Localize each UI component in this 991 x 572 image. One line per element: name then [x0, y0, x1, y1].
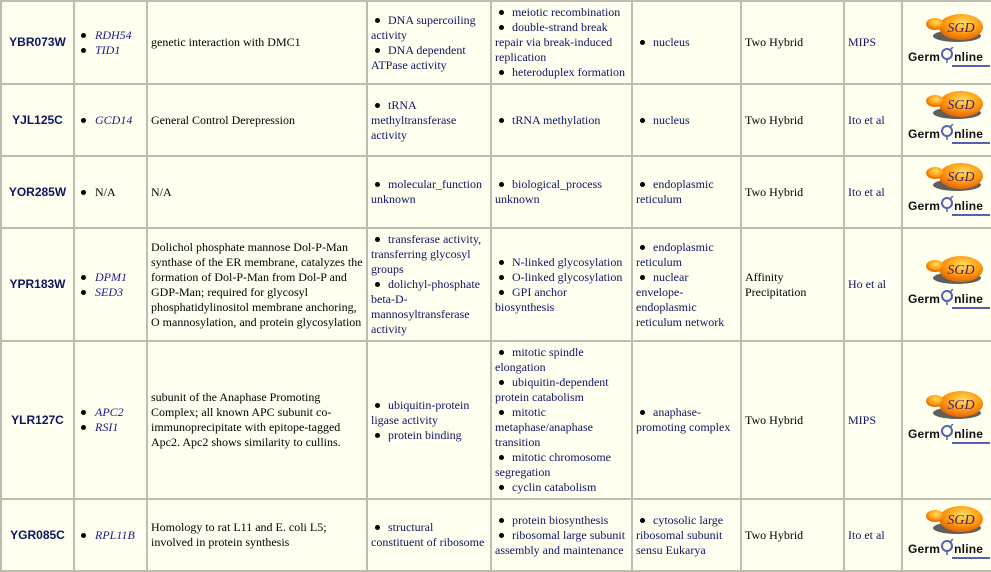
- biological-process-cell: [491, 341, 632, 499]
- experiment-type-cell: Two Hybrid: [741, 1, 844, 84]
- germonline-o-symbol-icon: [940, 127, 954, 139]
- molecular-function-cell: [367, 156, 491, 228]
- biological-process-cell: [491, 499, 632, 571]
- germonline-suffix: nline: [954, 127, 984, 141]
- germonline-o-symbol-icon: [940, 199, 954, 211]
- germonline-o-symbol-icon: [940, 50, 954, 62]
- source-cell: [844, 84, 902, 156]
- cellular-component-cell: [632, 84, 741, 156]
- description-cell: Dolichol phosphate mannose Dol-P-Man synthase of the ER membrane, catalyzes the formation of Dol-P-Man from Dol-P and GDP-Man; required for glycosyl phosphatidylinositol membrane anchoring, O mannosylation, and protein glycosylation: [147, 228, 367, 341]
- germonline-underline: [952, 442, 990, 444]
- molecular-function-term[interactable]: dolichyl-phosphate beta-D-mannosyltransferase activity: [371, 277, 487, 337]
- sgd-germonline-link[interactable]: [906, 159, 991, 221]
- description-cell: subunit of the Anaphase Promoting Complex; all known APC subunit co-immunoprecipitate with epitope-tagged Apc2. Apc2 shows similarity to cullins.: [147, 341, 367, 499]
- logo-cell: [902, 1, 991, 84]
- molecular-function-term[interactable]: structural constituent of ribosome: [371, 520, 487, 550]
- sgd-germonline-link[interactable]: [906, 87, 991, 149]
- gene-name-link[interactable]: DPM1: [78, 270, 143, 285]
- biological-process-term[interactable]: O-linked glycosylation: [495, 270, 628, 285]
- biological-process-term[interactable]: N-linked glycosylation: [495, 255, 628, 270]
- molecular-function-term[interactable]: DNA supercoiling activity: [371, 13, 487, 43]
- biological-process-term[interactable]: GPI anchor biosynthesis: [495, 285, 628, 315]
- biological-process-cell: [491, 228, 632, 341]
- sgd-logo-icon: [923, 504, 985, 536]
- gene-names-cell: [74, 1, 147, 84]
- sgd-label: SGD: [947, 170, 975, 185]
- orf-cell: [1, 84, 74, 156]
- table-row: [1, 156, 991, 228]
- germonline-logo: [908, 542, 991, 562]
- molecular-function-list: [371, 398, 487, 443]
- gene-list: [78, 113, 143, 128]
- cellular-component-term[interactable]: nuclear envelope-endoplasmic reticulum network: [636, 270, 737, 330]
- sgd-logo-icon: [923, 89, 985, 121]
- sgd-germonline-link[interactable]: [906, 10, 991, 72]
- source-cell: [844, 499, 902, 571]
- cellular-component-term[interactable]: anaphase-promoting complex: [636, 405, 737, 435]
- cellular-component-cell: [632, 341, 741, 499]
- results-body: [1, 1, 991, 571]
- biological-process-cell: [491, 156, 632, 228]
- experiment-type-cell: Affinity Precipitation: [741, 228, 844, 341]
- biological-process-term[interactable]: cyclin catabolism: [495, 480, 628, 495]
- logo-cell: [902, 499, 991, 571]
- cellular-component-term[interactable]: endoplasmic reticulum: [636, 240, 737, 270]
- biological-process-term[interactable]: heteroduplex formation: [495, 65, 628, 80]
- logo-cell: [902, 228, 991, 341]
- gene-names-cell: [74, 84, 147, 156]
- gene-name-na: N/A: [78, 185, 143, 200]
- biological-process-list: [495, 177, 628, 207]
- gene-names-cell: [74, 499, 147, 571]
- source-cell: [844, 341, 902, 499]
- gene-names-cell: [74, 156, 147, 228]
- germonline-logo: [908, 427, 991, 447]
- gene-name-link[interactable]: RPL11B: [78, 528, 143, 543]
- table-row: [1, 228, 991, 341]
- source-link[interactable]: Ho et al: [848, 277, 886, 291]
- biological-process-term[interactable]: double-strand break repair via break-induced replication: [495, 20, 628, 65]
- molecular-function-list: [371, 98, 487, 143]
- sgd-germonline-link[interactable]: [906, 252, 991, 314]
- cellular-component-term[interactable]: cytosolic large ribosomal subunit sensu Eukarya: [636, 513, 737, 558]
- table-row: [1, 499, 991, 571]
- logo-cell: [902, 84, 991, 156]
- sgd-logo-icon: [923, 389, 985, 421]
- germonline-prefix: Germ: [908, 542, 941, 556]
- logo-cell: [902, 156, 991, 228]
- experiment-type-cell: Two Hybrid: [741, 341, 844, 499]
- germonline-o-symbol-icon: [940, 542, 954, 554]
- gene-name-link[interactable]: SED3: [78, 285, 143, 300]
- germonline-prefix: Germ: [908, 127, 941, 141]
- source-cell: [844, 1, 902, 84]
- germonline-suffix: nline: [954, 49, 984, 64]
- molecular-function-list: [371, 520, 487, 550]
- logo-cell: [902, 341, 991, 499]
- cellular-component-list: [636, 113, 737, 128]
- germonline-logo: [908, 292, 991, 312]
- cellular-component-cell: [632, 228, 741, 341]
- orf-cell: [1, 156, 74, 228]
- gene-name-link[interactable]: RDH54: [78, 28, 143, 43]
- source-link[interactable]: Ito et al: [848, 112, 885, 127]
- cellular-component-term[interactable]: nucleus: [636, 113, 737, 128]
- cellular-component-list: [636, 35, 737, 50]
- orf-link[interactable]: YOR285W: [8, 184, 67, 199]
- gene-name-link[interactable]: RSI1: [78, 420, 143, 435]
- sgd-label: SGD: [947, 262, 975, 278]
- sgd-logo-icon: [923, 161, 985, 193]
- table-row: [1, 84, 991, 156]
- molecular-function-term[interactable]: protein binding: [371, 428, 487, 443]
- sgd-logo-icon: [923, 254, 985, 286]
- germonline-o-symbol-icon: [940, 292, 954, 304]
- germonline-suffix: nline: [954, 427, 984, 441]
- orf-link[interactable]: YLR127C: [11, 412, 64, 427]
- experiment-type-cell: Two Hybrid: [741, 156, 844, 228]
- description-cell: General Control Derepression: [147, 84, 367, 156]
- sgd-label: SGD: [947, 98, 975, 113]
- germonline-prefix: Germ: [908, 427, 941, 441]
- molecular-function-cell: [367, 84, 491, 156]
- biological-process-term[interactable]: mitotic chromosome segregation: [495, 450, 628, 480]
- gene-list: [78, 270, 143, 300]
- germonline-suffix: nline: [954, 199, 984, 213]
- gene-list: [78, 28, 143, 58]
- cellular-component-term[interactable]: nucleus: [636, 35, 737, 50]
- molecular-function-list: [371, 232, 487, 337]
- biological-process-cell: [491, 1, 632, 84]
- sgd-germonline-link[interactable]: [906, 502, 991, 564]
- biological-process-list: [495, 5, 628, 80]
- gene-name-link[interactable]: GCD14: [78, 113, 143, 128]
- molecular-function-term[interactable]: DNA dependent ATPase activity: [371, 43, 487, 73]
- gene-list: [78, 405, 143, 435]
- biological-process-list: [495, 513, 628, 558]
- orf-link[interactable]: YJL125C: [12, 112, 63, 127]
- molecular-function-term[interactable]: tRNA methyltransferase activity: [371, 98, 487, 143]
- germonline-underline: [952, 307, 990, 309]
- orf-cell: [1, 1, 74, 84]
- experiment-type-cell: Two Hybrid: [741, 84, 844, 156]
- gene-name-link[interactable]: TID1: [78, 43, 143, 58]
- orf-cell: [1, 228, 74, 341]
- germonline-prefix: Germ: [908, 49, 941, 64]
- source-link[interactable]: Ito et al: [848, 527, 885, 542]
- biological-process-term[interactable]: mitotic metaphase/anaphase transition: [495, 405, 628, 450]
- description-cell: N/A: [147, 156, 367, 228]
- sgd-germonline-link[interactable]: [906, 387, 991, 449]
- orf-link[interactable]: YPR183W: [9, 277, 66, 291]
- description-cell: Homology to rat L11 and E. coli L5; involved in protein synthesis: [147, 499, 367, 571]
- germonline-prefix: Germ: [908, 291, 941, 306]
- source-link[interactable]: MIPS: [848, 412, 877, 427]
- germonline-logo: [908, 50, 991, 70]
- germonline-suffix: nline: [954, 542, 984, 556]
- description-cell: genetic interaction with DMC1: [147, 1, 367, 84]
- biological-process-term[interactable]: tRNA methylation: [495, 113, 628, 128]
- germonline-o-symbol-icon: [940, 427, 954, 439]
- biological-process-term[interactable]: ribosomal large subunit assembly and maintenance: [495, 528, 628, 558]
- sgd-label: SGD: [947, 20, 975, 36]
- table-row: [1, 341, 991, 499]
- germonline-suffix: nline: [954, 291, 984, 306]
- molecular-function-cell: [367, 499, 491, 571]
- cellular-component-term[interactable]: endoplasmic reticulum: [636, 177, 737, 207]
- gene-list: [78, 528, 143, 543]
- source-cell: [844, 228, 902, 341]
- molecular-function-list: [371, 177, 487, 207]
- molecular-function-list: [371, 13, 487, 73]
- germonline-logo: [908, 199, 991, 219]
- experiment-type-cell: Two Hybrid: [741, 499, 844, 571]
- gene-names-cell: [74, 228, 147, 341]
- germonline-underline: [952, 142, 990, 144]
- table-row: [1, 1, 991, 84]
- molecular-function-cell: [367, 228, 491, 341]
- orf-link[interactable]: YBR073W: [9, 35, 66, 49]
- source-link[interactable]: MIPS: [848, 35, 877, 49]
- molecular-function-cell: [367, 341, 491, 499]
- germonline-underline: [952, 214, 990, 216]
- cellular-component-list: [636, 240, 737, 330]
- source-link[interactable]: Ito et al: [848, 184, 885, 199]
- gene-name-link[interactable]: APC2: [78, 405, 143, 420]
- molecular-function-cell: [367, 1, 491, 84]
- molecular-function-term[interactable]: transferase activity, transferring glycosyl groups: [371, 232, 487, 277]
- molecular-function-term[interactable]: ubiquitin-protein ligase activity: [371, 398, 487, 428]
- molecular-function-term[interactable]: molecular_function unknown: [371, 177, 487, 207]
- germonline-logo: [908, 127, 991, 147]
- orf-cell: [1, 499, 74, 571]
- cellular-component-list: [636, 405, 737, 435]
- germonline-underline: [952, 65, 990, 67]
- biological-process-list: [495, 255, 628, 315]
- cellular-component-cell: [632, 1, 741, 84]
- gene-names-cell: [74, 341, 147, 499]
- biological-process-term[interactable]: protein biosynthesis: [495, 513, 628, 528]
- biological-process-term[interactable]: ubiquitin-dependent protein catabolism: [495, 375, 628, 405]
- sgd-label: SGD: [947, 398, 975, 413]
- biological-process-list: [495, 345, 628, 495]
- source-cell: [844, 156, 902, 228]
- biological-process-cell: [491, 84, 632, 156]
- cellular-component-cell: [632, 499, 741, 571]
- biological-process-term[interactable]: mitotic spindle elongation: [495, 345, 628, 375]
- orf-cell: [1, 341, 74, 499]
- biological-process-term[interactable]: biological_process unknown: [495, 177, 628, 207]
- biological-process-term[interactable]: meiotic recombination: [495, 5, 628, 20]
- sgd-label: SGD: [947, 513, 975, 528]
- cellular-component-list: [636, 513, 737, 558]
- cellular-component-cell: [632, 156, 741, 228]
- gene-list: [78, 185, 143, 200]
- cellular-component-list: [636, 177, 737, 207]
- sgd-logo-icon: [923, 12, 985, 44]
- orf-link[interactable]: YGR085C: [10, 527, 65, 542]
- germonline-prefix: Germ: [908, 199, 941, 213]
- biological-process-list: [495, 113, 628, 128]
